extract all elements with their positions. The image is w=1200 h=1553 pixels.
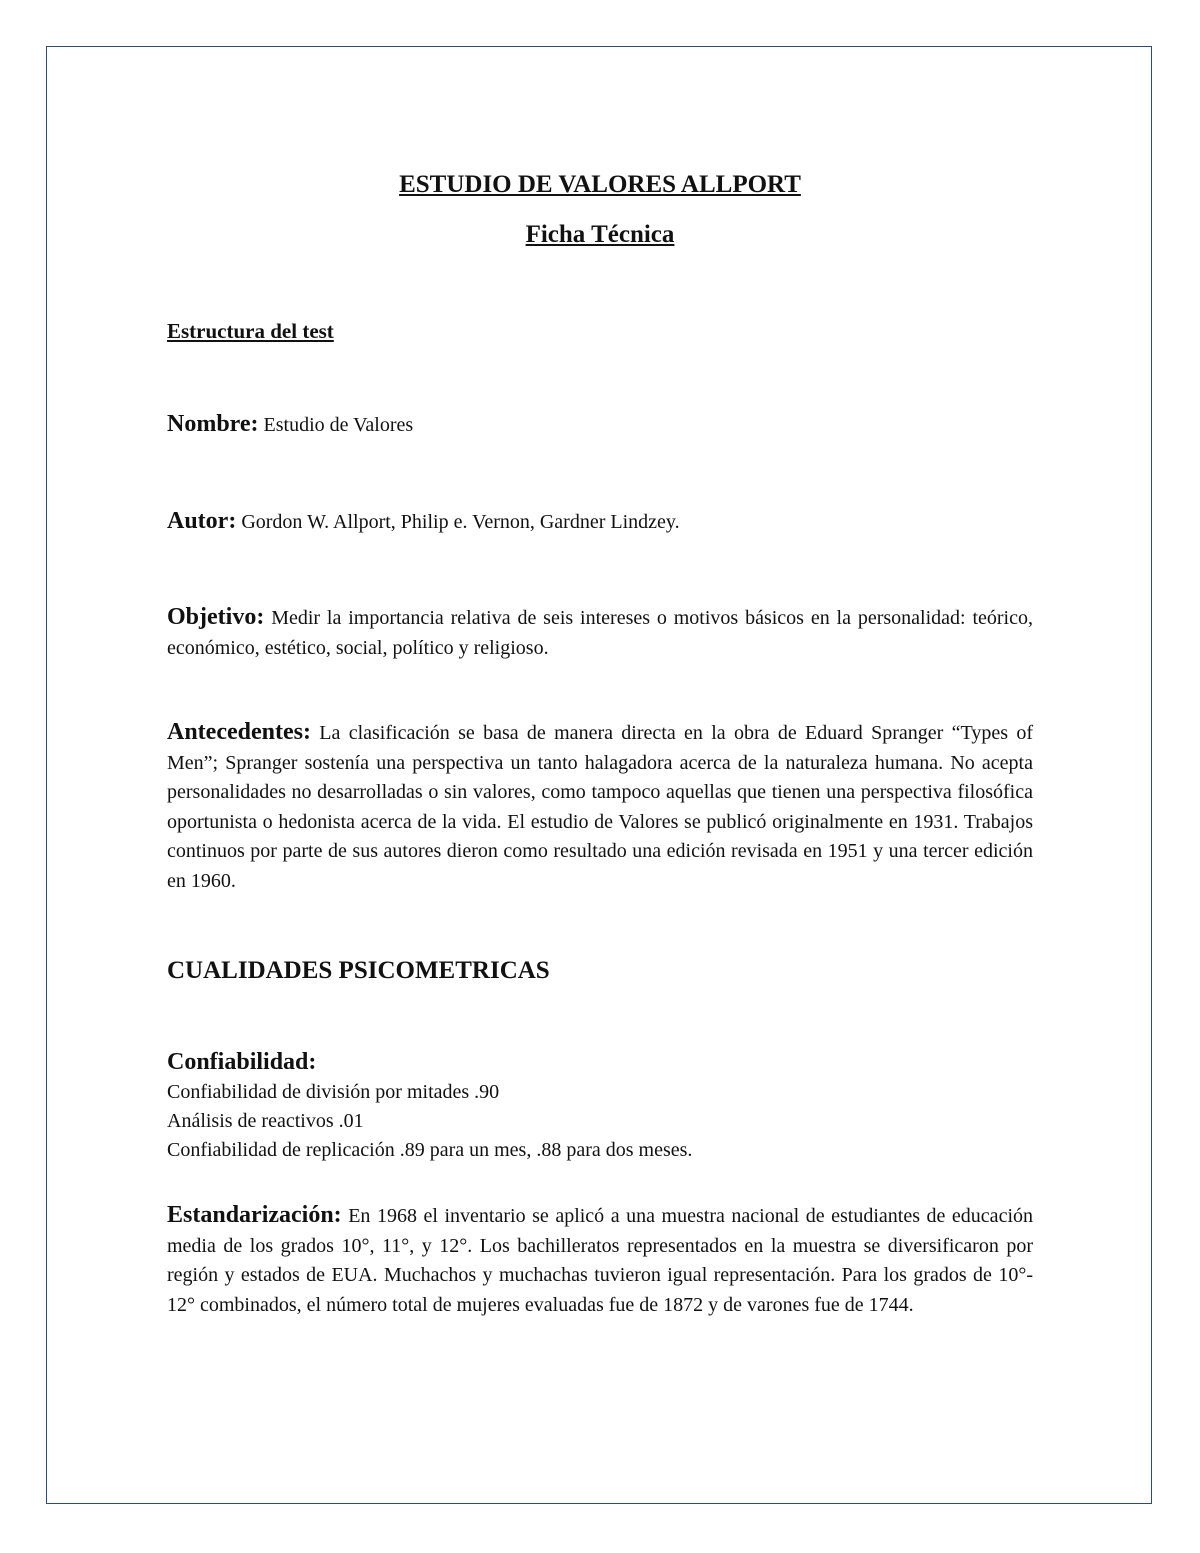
field-nombre-value: Estudio de Valores: [263, 414, 414, 436]
section-label-estructura: Estructura del test: [167, 319, 334, 343]
document-subtitle: Ficha Técnica: [525, 221, 675, 248]
field-estandarizacion: [167, 1201, 1033, 1320]
field-objetivo-value: Medir la importancia relativa de seis intereses o motivos básicos en la personalidad: teórico, económico, estético, social, político y religioso.: [167, 607, 1033, 659]
field-antecedentes-value: La clasificación se basa de manera directa en la obra de Eduard Spranger “Types of Men”; Spranger sostenía una perspectiva un tanto halagadora acerca de la naturaleza humana. No acepta personalidades no desarrolladas o sin valores, como tampoco aquellas que tienen una perspectiva filosófica oportunista o hedonista acerca de la vida. El estudio de Valores se publicó originalmente en 1931. Trabajos continuos por parte de sus autores dieron como resultado una edición revisada en 1951 y una tercer edición en 1960.: [167, 722, 1033, 892]
psychometric-heading: CUALIDADES PSICOMETRICAS: [167, 957, 550, 984]
field-autor-value: Gordon W. Allport, Philip e. Vernon, Gardner Lindzey.: [241, 510, 680, 533]
document-title: ESTUDIO DE VALORES ALLPORT: [399, 171, 801, 198]
field-autor: [167, 507, 1033, 538]
field-antecedentes: [167, 718, 1033, 896]
field-nombre-label: Nombre:: [167, 411, 259, 437]
field-objetivo: [167, 603, 1033, 663]
field-antecedentes-label: Antecedentes:: [167, 719, 311, 745]
field-estandarizacion-value: En 1968 el inventario se aplicó a una muestra nacional de estudiantes de educación media de los grados 10°, 11°, y 12°. Los bachilleratos representados en la muestra se diversificaron por región y estados de EUA. Muchachos y muchachas tuvieron igual representación. Para los grados de 10°- 12° combinados, el número total de mujeres evaluadas fue de 1872 y de varones fue de 1744.: [167, 1205, 1033, 1316]
field-objetivo-label: Objetivo:: [167, 604, 265, 630]
confiabilidad-line: Confiabilidad de replicación .89 para un mes, .88 para dos meses.: [167, 1139, 693, 1161]
document-content: [167, 168, 1033, 1320]
field-nombre: [167, 410, 1033, 441]
field-autor-label: Autor:: [167, 507, 237, 534]
confiabilidad-line: Confiabilidad de división por mitades .90: [167, 1081, 500, 1103]
confiabilidad-heading: Confiabilidad:: [167, 1049, 317, 1075]
field-estandarizacion-label: Estandarización:: [167, 1202, 342, 1228]
confiabilidad-line: Análisis de reactivos .01: [167, 1110, 364, 1132]
